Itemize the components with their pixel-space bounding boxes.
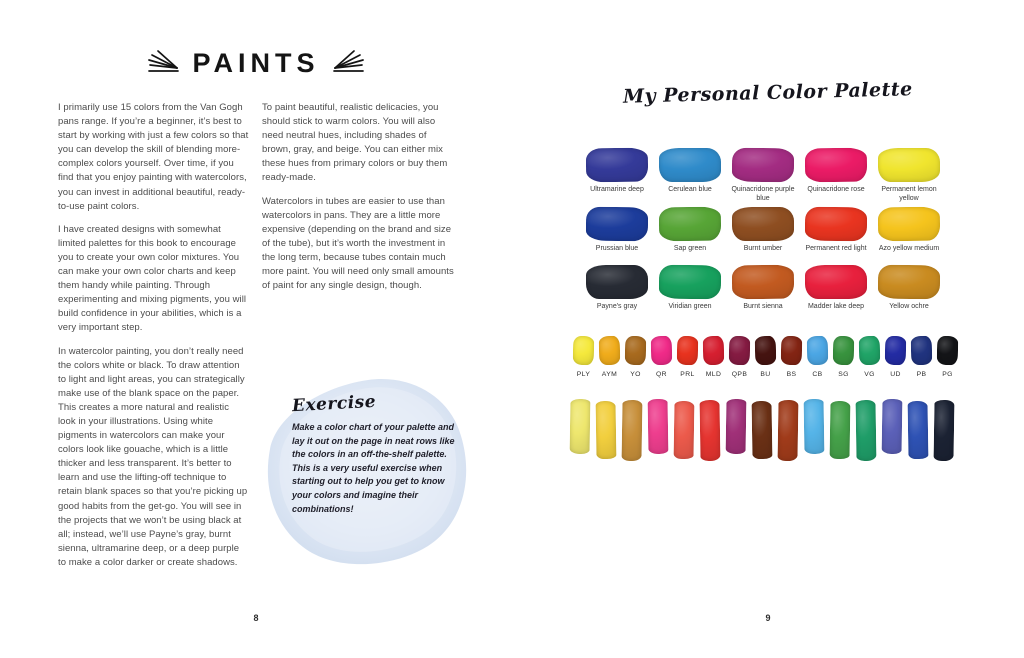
abbrev-swatch bbox=[755, 336, 777, 365]
abbrev-swatch-cell bbox=[625, 336, 646, 378]
abbrev-label: PG bbox=[942, 371, 953, 378]
text-column-2 bbox=[262, 101, 455, 302]
abbrev-swatch-cell bbox=[859, 336, 880, 378]
palette-title: My Personal Color Palette bbox=[622, 78, 914, 108]
abbrev-label: PRL bbox=[680, 371, 695, 378]
abbrev-swatch bbox=[625, 336, 647, 365]
paint-swatch-label: Permanent red light bbox=[805, 245, 867, 253]
abbrev-swatch bbox=[833, 336, 855, 365]
palette-swatch-cell bbox=[659, 148, 721, 203]
abbrev-swatch-cell bbox=[781, 336, 802, 378]
abbrev-swatch-cell bbox=[755, 336, 776, 378]
palette-swatch-cell bbox=[586, 265, 648, 319]
brush-stroke bbox=[674, 401, 695, 459]
paint-swatch-label: Sap green bbox=[673, 245, 707, 253]
abbrev-swatch-cell bbox=[937, 336, 958, 378]
left-page-header bbox=[0, 48, 512, 79]
brush-stroke-row bbox=[570, 399, 954, 461]
body-paragraph: I primarily use 15 colors from the Van Gogh pans range. If you’re a beginner, it’s best to start by working with just a few colors so that you can develop the skill of blending more-complex colors yourself. Over time, if you find that you enjoy painting with watercolors, you can invest in additional beautiful, ready-to-use paint colors. bbox=[58, 102, 249, 212]
abbrev-swatch bbox=[703, 336, 725, 365]
abbreviation-row bbox=[573, 336, 958, 378]
paint-swatch-label: Viridian green bbox=[668, 303, 712, 311]
palette-swatch-cell bbox=[805, 148, 867, 203]
body-paragraph: In watercolor painting, you don’t really need the colors white or black. To draw attention to light and light areas, you can strategically make use of the blank space on the paper. This creates a more natural and realistic look in your illustrations. Using white pigments in watercolors can make your colors look like gouache, which is a little thicker and less transparent. It’s better to learn and use the lifting-off technique to retain blank spaces so that you’re picking up good habits from the get-go. You will see in the projects that we won’t be using black at all; instead, we’ll use Payne’s gray, burnt sienna, ultramarine deep, or a deep purple to make a color darker or create shadows. bbox=[58, 345, 248, 568]
exercise-heading: Exercise bbox=[291, 391, 377, 417]
palette-swatch-cell bbox=[586, 148, 648, 203]
brush-stroke bbox=[596, 401, 617, 459]
text-column-1 bbox=[58, 101, 249, 579]
palette-swatch-cell bbox=[878, 148, 940, 203]
brush-stroke bbox=[856, 400, 877, 461]
paint-swatch bbox=[586, 207, 648, 242]
body-paragraph: I have created designs with somewhat limited palettes for this book to encourage you to create your own color mixtures. You can make your own color charts and keep them handy while painting. Through experimenting and mixing pigments, you will build confidence in your abilities, which is a very important step. bbox=[58, 223, 247, 334]
paint-swatch bbox=[732, 148, 794, 183]
paint-swatch bbox=[878, 265, 940, 300]
palette-swatch-cell bbox=[732, 265, 794, 319]
burst-rays-right-icon bbox=[332, 49, 364, 78]
paint-swatch-label: Azo yellow medium bbox=[878, 245, 940, 253]
paint-swatch bbox=[805, 148, 867, 183]
abbrev-label: VG bbox=[864, 371, 875, 378]
palette-swatch-cell bbox=[732, 207, 794, 261]
paint-swatch bbox=[805, 207, 867, 242]
abbrev-swatch bbox=[729, 336, 751, 365]
palette-swatch-cell bbox=[878, 265, 940, 319]
paint-swatch bbox=[732, 207, 794, 241]
page-number-left: 8 bbox=[253, 613, 259, 623]
abbrev-swatch-cell bbox=[703, 336, 724, 378]
palette-swatch-cell bbox=[805, 207, 867, 261]
paint-swatch bbox=[586, 148, 648, 183]
abbrev-swatch-cell bbox=[833, 336, 854, 378]
palette-swatch-cell bbox=[586, 207, 648, 261]
burst-rays-left-icon bbox=[148, 49, 180, 78]
exercise-callout bbox=[262, 374, 476, 574]
abbrev-swatch bbox=[599, 336, 621, 365]
abbrev-swatch-cell bbox=[599, 336, 620, 378]
paint-swatch bbox=[805, 265, 867, 299]
abbrev-swatch-cell bbox=[911, 336, 932, 378]
paint-swatch bbox=[878, 207, 940, 242]
paint-swatch bbox=[878, 148, 940, 182]
abbrev-label: SG bbox=[838, 371, 849, 378]
page-title: PAINTS bbox=[192, 48, 320, 78]
abbrev-swatch-cell bbox=[729, 336, 750, 378]
paint-swatch-label: Madder lake deep bbox=[807, 303, 865, 311]
palette-swatch-cell bbox=[659, 207, 721, 261]
abbrev-swatch bbox=[911, 336, 933, 365]
abbrev-swatch bbox=[677, 336, 699, 365]
abbrev-label: UD bbox=[890, 371, 901, 378]
abbrev-label: QPB bbox=[731, 371, 748, 378]
abbrev-label: PLY bbox=[576, 371, 591, 378]
abbrev-swatch-cell bbox=[885, 336, 906, 378]
paint-swatch-label: Cerulean blue bbox=[668, 186, 712, 193]
abbrev-label: BS bbox=[786, 371, 797, 378]
brush-stroke bbox=[726, 399, 747, 454]
brush-stroke bbox=[934, 400, 955, 461]
paint-swatch-label: Permanent lemon yellow bbox=[881, 186, 937, 202]
palette-swatch-cell bbox=[732, 148, 794, 203]
paint-swatch bbox=[659, 265, 721, 300]
palette-swatch-cell bbox=[805, 265, 867, 319]
abbrev-label: AYM bbox=[601, 371, 618, 378]
palette-swatch-cell bbox=[659, 265, 721, 319]
right-page-header bbox=[512, 78, 1024, 108]
abbrev-swatch bbox=[573, 336, 595, 365]
abbrev-swatch-cell bbox=[651, 336, 672, 378]
page-number-right: 9 bbox=[765, 613, 771, 623]
paint-swatch bbox=[732, 265, 794, 300]
exercise-body: Make a color chart of your palette and lay it out on the page in neat rows like the colors in an off-the-shelf palette. This is a very useful exercise when starting out to help you get to know your colors and imagine their combinations! bbox=[292, 422, 455, 514]
brush-stroke bbox=[700, 400, 721, 461]
brush-stroke bbox=[804, 399, 825, 454]
abbrev-swatch bbox=[859, 336, 881, 365]
paint-swatch-label: Yellow ochre bbox=[889, 303, 929, 311]
palette-grid bbox=[586, 148, 940, 319]
abbrev-swatch bbox=[651, 336, 673, 365]
abbrev-swatch bbox=[807, 336, 829, 365]
palette-swatch-cell bbox=[878, 207, 940, 261]
abbrev-label: PB bbox=[916, 371, 927, 378]
abbrev-label: YO bbox=[630, 371, 641, 378]
brush-stroke bbox=[648, 399, 669, 454]
paint-swatch bbox=[586, 265, 648, 299]
brush-stroke bbox=[908, 401, 929, 459]
brush-stroke bbox=[882, 399, 903, 454]
brush-stroke bbox=[570, 399, 591, 454]
abbrev-label: CB bbox=[812, 371, 823, 378]
abbrev-label: MLD bbox=[705, 371, 722, 378]
abbrev-swatch-cell bbox=[807, 336, 828, 378]
paint-swatch bbox=[659, 148, 721, 182]
brush-stroke bbox=[830, 401, 851, 459]
paint-swatch-label: Quinacridone rose bbox=[807, 186, 865, 193]
paint-swatch-label: Burnt sienna bbox=[743, 303, 783, 311]
abbrev-label: QR bbox=[656, 371, 667, 378]
paint-swatch-label: Prussian blue bbox=[595, 245, 639, 253]
abbrev-swatch bbox=[937, 336, 959, 365]
abbrev-swatch bbox=[885, 336, 907, 365]
paint-swatch-label: Ultramarine deep bbox=[590, 186, 644, 193]
brush-stroke bbox=[622, 400, 643, 461]
paint-swatch-label: Payne's gray bbox=[596, 303, 638, 311]
abbrev-swatch-cell bbox=[573, 336, 594, 378]
abbrev-swatch-cell bbox=[677, 336, 698, 378]
paint-swatch-label: Quinacridone purple blue bbox=[731, 186, 795, 202]
paint-swatch bbox=[659, 207, 721, 242]
brush-stroke bbox=[752, 401, 773, 459]
abbrev-label: BU bbox=[760, 371, 771, 378]
body-paragraph: Watercolors in tubes are easier to use than watercolors in pans. They are a little more expensive (depending on the brand and size of the tube), but it’s worth the investment in the long term, because tubes contain much more paint. You will need only small amounts of paint for any single design, though. bbox=[262, 195, 454, 292]
brush-stroke bbox=[778, 400, 799, 461]
abbrev-swatch bbox=[781, 336, 803, 365]
paint-swatch-label: Burnt umber bbox=[743, 245, 783, 253]
body-paragraph: To paint beautiful, realistic delicacies, you should stick to warm colors. You will also need neutral hues, including shades of brown, gray, and beige. You can either mix these hues from primary colors or buy them ready-made. bbox=[262, 102, 448, 184]
